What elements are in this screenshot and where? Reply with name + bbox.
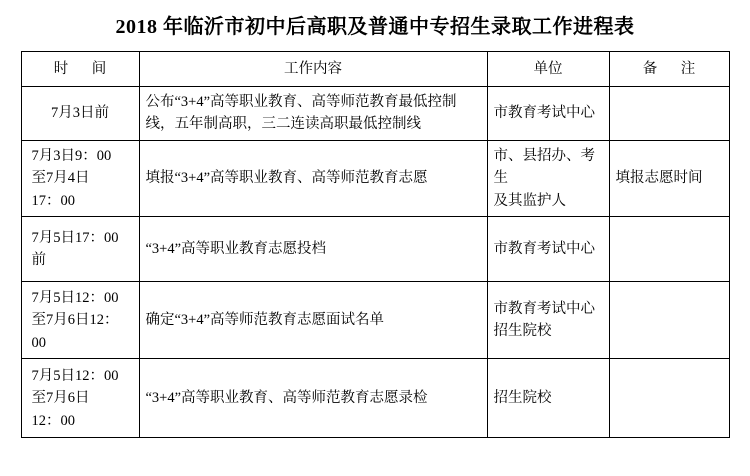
column-header-time bbox=[21, 52, 139, 87]
cell-content: 公布“3+4”高等职业教育、高等师范教育最低控制线，五年制高职，三二连读高职最低控制线 bbox=[139, 87, 487, 141]
column-header-time-label: 时 间 bbox=[53, 60, 117, 77]
cell-unit bbox=[487, 282, 609, 359]
time-line: 7月5日12：00 bbox=[31, 289, 119, 306]
time-line: 7月5日17：00 bbox=[31, 229, 119, 246]
cell-time bbox=[21, 87, 139, 141]
column-header-remark bbox=[609, 52, 729, 87]
cell-remark bbox=[609, 359, 729, 438]
time-line: 12：00 bbox=[31, 412, 75, 429]
unit-line: 招生院校 bbox=[493, 390, 552, 407]
cell-time bbox=[21, 217, 139, 282]
time-line: 至7月6日 bbox=[31, 390, 90, 407]
unit-line: 市教育考试中心 bbox=[493, 105, 595, 122]
time-line: 7月5日12：00 bbox=[31, 367, 119, 384]
table-header-row bbox=[21, 52, 729, 87]
cell-content: 填报“3+4”高等职业教育、高等师范教育志愿 bbox=[139, 140, 487, 216]
cell-remark: 填报志愿时间 bbox=[609, 140, 729, 216]
cell-content: “3+4”高等职业教育志愿投档 bbox=[139, 217, 487, 282]
column-header-remark-label: 备 注 bbox=[642, 60, 706, 77]
table-header bbox=[21, 52, 729, 87]
cell-remark bbox=[609, 282, 729, 359]
time-line: 7月3日9：00 bbox=[31, 147, 112, 164]
time-line: 至7月4日 bbox=[31, 170, 90, 187]
cell-unit bbox=[487, 140, 609, 216]
unit-line: 招生院校 bbox=[493, 323, 552, 340]
cell-unit bbox=[487, 359, 609, 438]
schedule-table bbox=[21, 51, 730, 438]
table-row bbox=[21, 140, 729, 216]
cell-unit bbox=[487, 217, 609, 282]
cell-time bbox=[21, 140, 139, 216]
time-line: 前 bbox=[31, 252, 46, 269]
cell-remark bbox=[609, 87, 729, 141]
cell-remark bbox=[609, 217, 729, 282]
cell-content: “3+4”高等职业教育、高等师范教育志愿录检 bbox=[139, 359, 487, 438]
time-line: 至7月6日12： bbox=[31, 312, 119, 329]
unit-line: 市教育考试中心 bbox=[493, 241, 595, 258]
table-row bbox=[21, 282, 729, 359]
table-row bbox=[21, 359, 729, 438]
column-header-content: 工作内容 bbox=[139, 52, 487, 87]
cell-time bbox=[21, 282, 139, 359]
unit-line: 市教育考试中心 bbox=[493, 300, 595, 317]
time-line: 00 bbox=[31, 334, 46, 351]
page-title: 2018 年临沂市初中后高职及普通中专招生录取工作进程表 bbox=[115, 16, 635, 38]
unit-line: 及其监护人 bbox=[493, 192, 566, 209]
cell-content: 确定“3+4”高等师范教育志愿面试名单 bbox=[139, 282, 487, 359]
cell-time bbox=[21, 359, 139, 438]
time-line: 7月3日前 bbox=[51, 105, 109, 122]
column-header-unit: 单位 bbox=[487, 52, 609, 87]
cell-unit bbox=[487, 87, 609, 141]
table-row bbox=[21, 217, 729, 282]
table-row bbox=[21, 87, 729, 141]
time-line: 17：00 bbox=[31, 192, 75, 209]
table-body bbox=[21, 87, 729, 438]
unit-line: 市、县招办、考生 bbox=[493, 147, 595, 187]
